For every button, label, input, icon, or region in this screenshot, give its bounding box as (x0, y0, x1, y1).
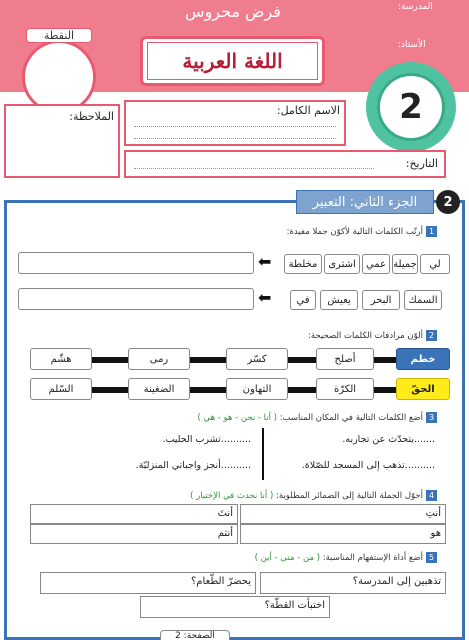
q2-text: ألوّن مرادفات الكلمات الصحيحة: (308, 331, 423, 341)
name-field[interactable] (124, 100, 346, 146)
grade-circle[interactable] (22, 40, 96, 114)
q2-option[interactable]: أصلح (316, 348, 374, 370)
date-field[interactable] (124, 150, 446, 178)
q1-text: أرتّب الكلمات التالية لأكوّن جملا مفيدة: (286, 227, 423, 237)
name-line (134, 126, 336, 127)
level-number: 2 (377, 73, 445, 141)
q2-option[interactable]: السّلم (30, 378, 92, 400)
q1-word[interactable]: لي (420, 254, 450, 274)
q4-cell[interactable] (30, 524, 238, 544)
q3-item[interactable]: ..........أنجز واجباتي المنزليّة. (135, 460, 251, 471)
arrow-left-icon: ⬅ (258, 252, 272, 271)
subject-title-box (140, 36, 325, 86)
q2-option[interactable]: رمى (128, 348, 190, 370)
q3-divider (262, 428, 264, 480)
q4-text: أحوّل الجملة التالية إلى الضمائر المطلوبة: (276, 491, 423, 501)
q2-option[interactable]: الكرّة (316, 378, 374, 400)
q1-word[interactable]: اشترى (324, 254, 360, 274)
q1-title (287, 226, 437, 237)
exam-type: فرض محروس (185, 2, 281, 21)
q3-text: أضع الكلمات التالية في المكان المناسب: (279, 413, 423, 423)
name-label: الاسم الكامل: (276, 104, 340, 117)
q2-key-word: خطم (396, 348, 450, 370)
q3-options: ( أنا - نحن - هو - هي ) (197, 413, 277, 423)
name-line (134, 138, 336, 139)
q1-word[interactable]: جميلة (392, 254, 418, 274)
q2-option[interactable]: الضغينة (128, 378, 190, 400)
q5-cell[interactable] (40, 572, 256, 594)
q1-number: 1 (426, 226, 437, 237)
q4-title (190, 490, 437, 501)
page-number: الصفحة: 2 (160, 630, 230, 640)
part-number: 2 (436, 190, 460, 214)
q1-word[interactable]: يعيش (320, 290, 358, 310)
part-title: الجزء الثاني: التعبير (296, 190, 434, 214)
q1-word[interactable]: مخلطة (284, 254, 322, 274)
q4-cell[interactable] (30, 504, 238, 524)
q4-pronoun: أنتِ (425, 508, 441, 519)
q3-item[interactable]: ..........تذهب إلى المسجد للصّلاة. (301, 460, 435, 471)
level-badge (366, 62, 456, 152)
q5-title (255, 552, 437, 563)
q4-cell[interactable] (240, 504, 446, 524)
q5-item: تذهبين إلى المدرسة؟ (352, 576, 441, 587)
q2-option[interactable]: هشّم (30, 348, 92, 370)
school-label: المدرسة: (398, 2, 433, 12)
q1-answer-1[interactable] (18, 252, 254, 274)
q2-key-word: الحقّ (396, 378, 450, 400)
notes-label: الملاحظة: (69, 110, 114, 123)
q1-word[interactable]: البحر (362, 290, 400, 310)
q3-number: 3 (426, 412, 437, 423)
q5-text: أضع أداة الإستفهام المناسبة: (322, 553, 423, 563)
q4-pronoun: أنتم (217, 528, 233, 539)
q1-word[interactable]: عمي (362, 254, 390, 274)
grade-label: النقطة (26, 28, 92, 43)
notes-field[interactable] (4, 104, 120, 178)
q4-sentence: ( أنا نحدث في الإختبار ) (190, 491, 274, 501)
arrow-left-icon: ⬅ (258, 288, 272, 307)
q5-item: اختبأت القطّة؟ (264, 600, 325, 611)
q1-answer-2[interactable] (18, 288, 254, 310)
q2-title (308, 330, 437, 341)
q5-options: ( من - متى - أين ) (254, 553, 321, 563)
q5-cell[interactable] (140, 596, 330, 618)
q3-item[interactable]: ..........تشرب الحليب. (162, 434, 251, 445)
q5-number: 5 (426, 552, 437, 563)
q5-item: يحضرّ الطّعام؟ (190, 576, 251, 587)
date-line (134, 168, 374, 169)
q4-number: 4 (426, 490, 437, 501)
q2-number: 2 (426, 330, 437, 341)
q1-word[interactable]: السمك (404, 290, 442, 310)
q4-cell[interactable] (240, 524, 446, 544)
date-label: التاريخ: (405, 157, 438, 170)
q5-cell[interactable] (260, 572, 446, 594)
q3-item[interactable]: .......يتحدّث عن تجاربه. (342, 434, 435, 445)
q4-pronoun: أنتَ (217, 508, 233, 519)
q4-pronoun: هو (430, 528, 441, 539)
teacher-label: الأستاذ: (398, 40, 426, 50)
q1-word[interactable]: في (290, 290, 316, 310)
q2-option[interactable]: كسّر (226, 348, 288, 370)
q3-title (197, 412, 437, 423)
q2-option[interactable]: التهاون (226, 378, 288, 400)
subject-title: اللغة العربية (147, 42, 318, 80)
